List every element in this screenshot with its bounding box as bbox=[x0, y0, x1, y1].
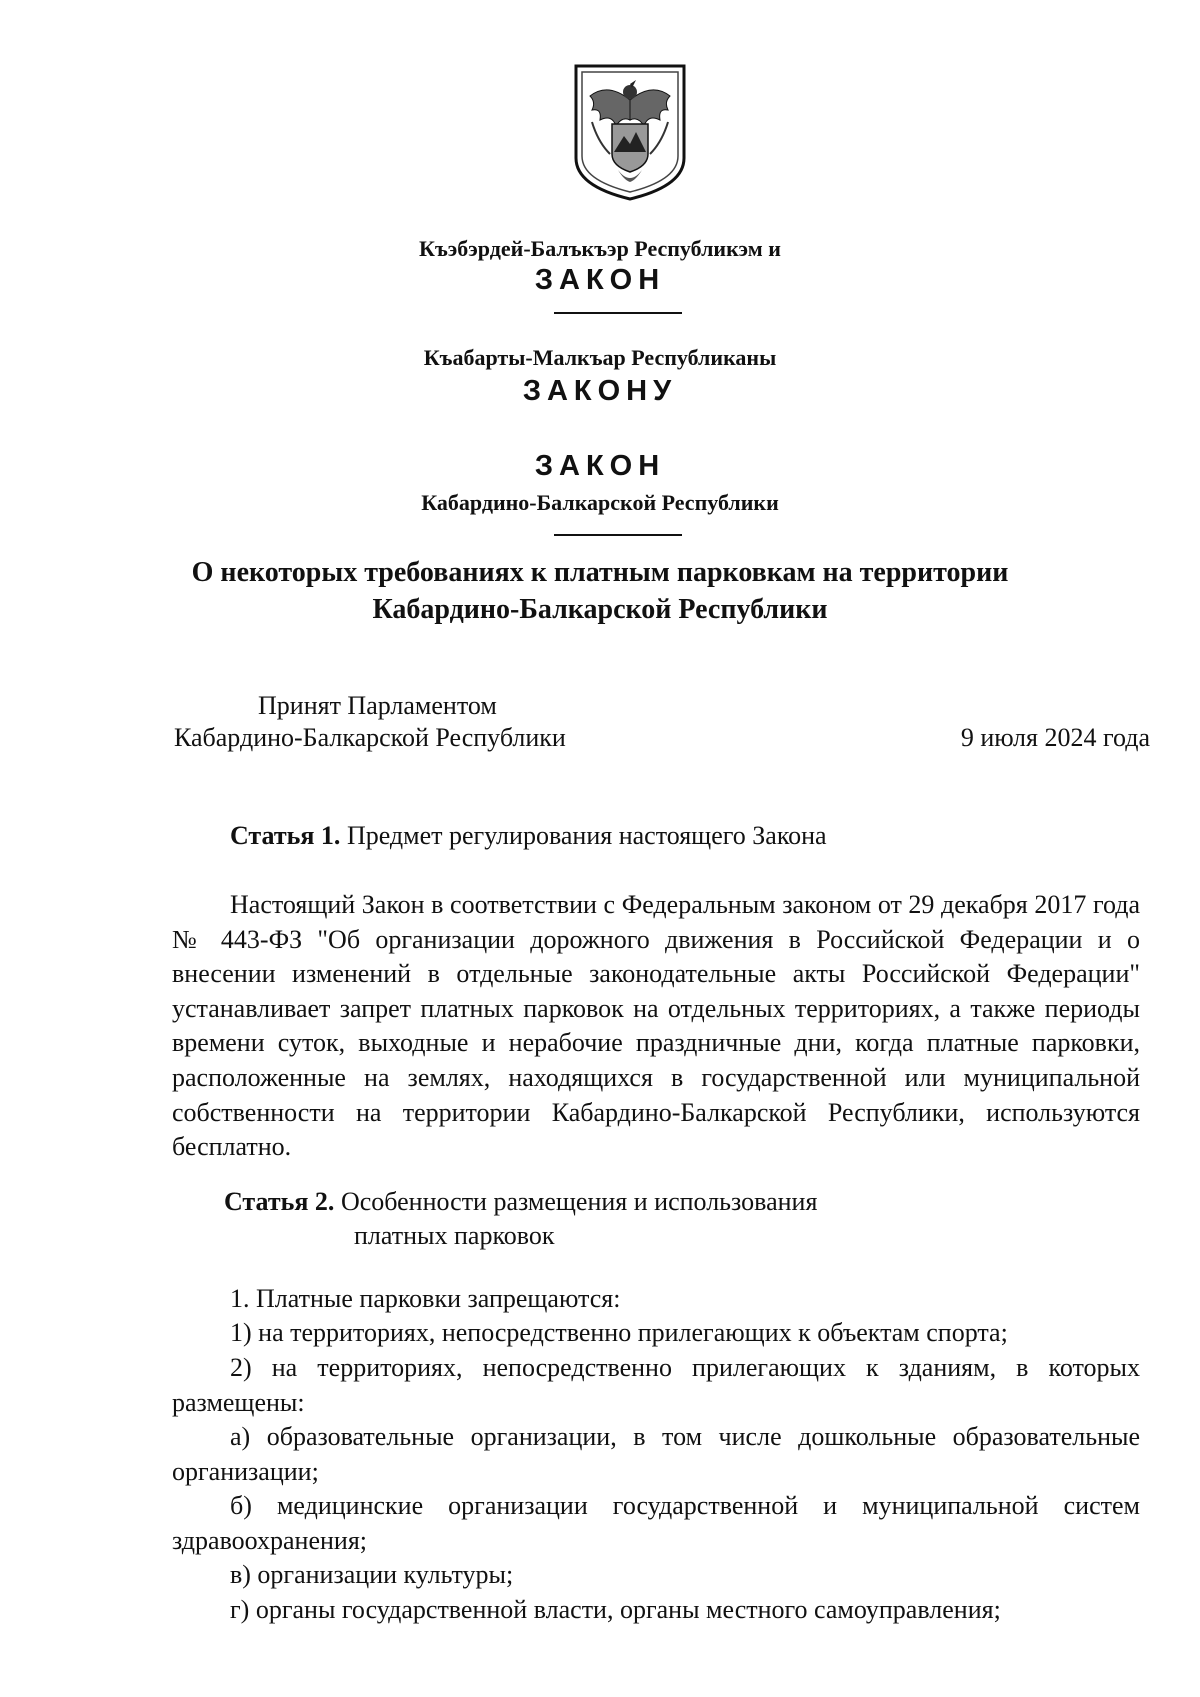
article-2-item: а) образовательные организации, в том числе дошкольные образовательные организации; bbox=[172, 1422, 1140, 1486]
header-divider-1 bbox=[554, 312, 682, 314]
law-title-line-2: Кабардино-Балкарской Республики bbox=[372, 594, 828, 625]
article-1-label: Статья 1. bbox=[230, 821, 341, 850]
adoption-date: 9 июля 2024 года bbox=[960, 723, 1150, 752]
article-1-text: Настоящий Закон в соответствии с Федеральным законом от 29 декабря 2017 года № 443-ФЗ "Об организации дорожного движения в Российской Федерации и о внесении изменений в отдельные законодательные акты Российской Федерации" устанавливает запрет платных парковок на отдельных территориях, а также периоды времени суток, выходные и нерабочие праздничные дни, когда платные парковки, расположенные на землях, находящихся в государственной или муниципальной собственности на территории Кабардино-Балкарской Республики, используются бесплатно. bbox=[172, 890, 1140, 1162]
adopted-by-line-1: Принят Парламентом bbox=[258, 691, 497, 720]
article-2-label: Статья 2. bbox=[224, 1187, 335, 1216]
header-russian-line: Кабардино-Балкарской Республики bbox=[421, 490, 779, 515]
law-title-line-1: О некоторых требованиях к платным парковкам на территории bbox=[191, 557, 1009, 588]
article-2-item: 1) на территориях, непосредственно прилегающих к объектам спорта; bbox=[230, 1318, 1008, 1347]
header-kabardian-line: Къэбэрдей-Балъкъэр Республикэм и bbox=[419, 236, 781, 261]
header-russian-law-word: ЗАКОН bbox=[534, 450, 666, 482]
header-balkar-law-word: ЗАКОНУ bbox=[522, 375, 678, 407]
article-1-heading bbox=[230, 818, 827, 854]
article-2-title-line-1: Особенности размещения и использования bbox=[340, 1187, 818, 1216]
coat-of-arms-emblem bbox=[572, 62, 688, 202]
article-2-item: в) организации культуры; bbox=[230, 1560, 514, 1589]
article-2-item: б) медицинские организации государственной и муниципальной систем здравоохранения; bbox=[172, 1491, 1140, 1555]
article-2-item: 1. Платные парковки запрещаются: bbox=[230, 1284, 621, 1313]
law-title bbox=[0, 554, 1200, 628]
article-1-title: Предмет регулирования настоящего Закона bbox=[346, 821, 827, 850]
adopted-by-line-2: Кабардино-Балкарской Республики bbox=[174, 723, 566, 752]
header-balkar-line: Къабарты-Малкъар Республиканы bbox=[423, 345, 777, 370]
article-2-item: г) органы государственной власти, органы местного самоуправления; bbox=[230, 1595, 1001, 1624]
header-divider-2 bbox=[554, 534, 682, 536]
header-kabardian-law-word: ЗАКОН bbox=[534, 264, 666, 296]
article-2-title-line-2: платных парковок bbox=[354, 1221, 555, 1250]
article-2-heading bbox=[224, 1184, 817, 1220]
article-2-item: 2) на территориях, непосредственно прилегающих к зданиям, в которых размещены: bbox=[172, 1353, 1140, 1417]
